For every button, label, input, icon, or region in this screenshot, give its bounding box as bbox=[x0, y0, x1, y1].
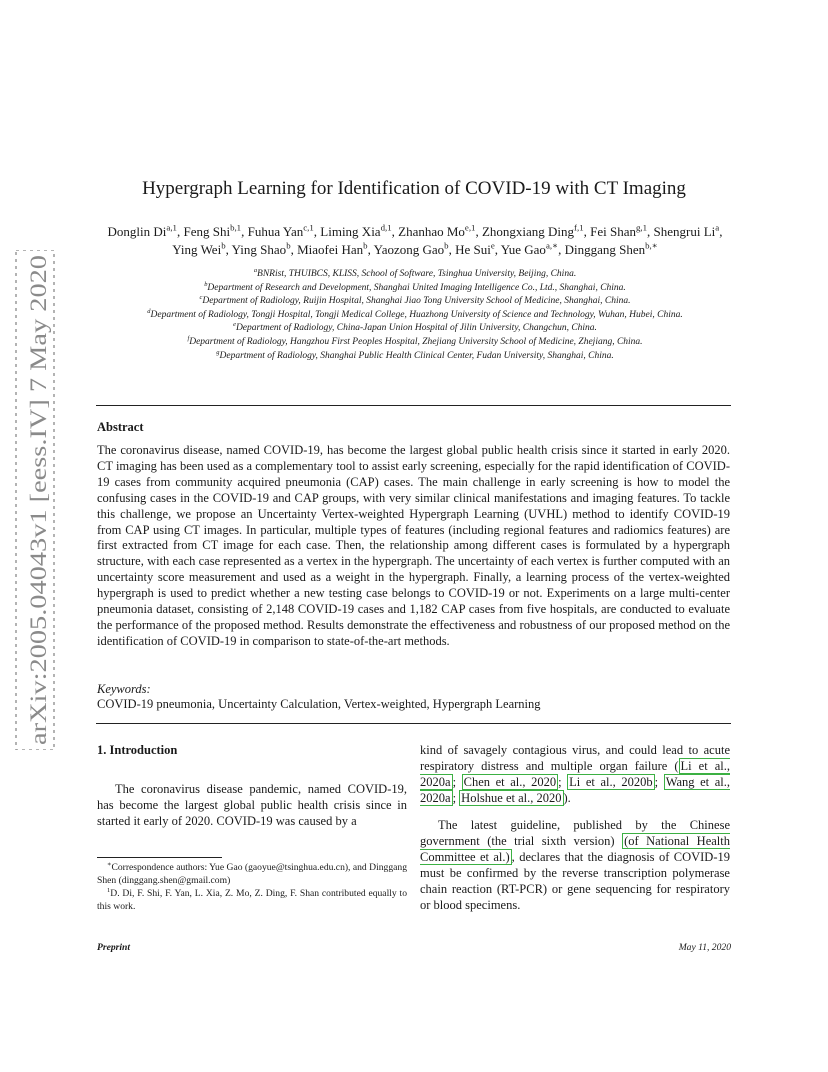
arxiv-stamp-text: arXiv:2005.04043v1 [eess.IV] 7 May 2020 bbox=[26, 347, 51, 745]
affiliation-text: Department of Radiology, Tongji Hospital, Tongji Medical College, Huazhong University of Science and Technology, Wuhan, Hubei, China. bbox=[150, 309, 683, 320]
intro-right-text: kind of savagely contagious virus, and could lead to acute respiratory distress and multiple organ failure ( bbox=[420, 743, 730, 773]
citation-link[interactable]: (of National Health Committee et al.) bbox=[420, 833, 731, 864]
guideline-text: The latest guideline, published by the Chinese government (the trial sixth version) bbox=[420, 818, 730, 848]
author-affil-mark: a,∗ bbox=[545, 240, 559, 251]
affiliation-mark: b bbox=[204, 280, 208, 288]
author-name: Zhanhao Mo$^{e,1}$ bbox=[398, 222, 476, 239]
paper-title: Hypergraph Learning for Identification of COVID-19 with CT Imaging bbox=[142, 178, 686, 199]
author-name: Shengrui Li$^a$ bbox=[653, 222, 720, 239]
author-name: Miaofei Han$^b$ bbox=[297, 240, 368, 257]
author-name: Feng Shi$^{b,1}$ bbox=[183, 222, 242, 239]
citation-link[interactable]: Holshue et al., 2020 bbox=[461, 790, 562, 805]
author-name: Dinggang Shen$^{b,∗}$ bbox=[564, 240, 658, 257]
author-affil-mark: a,1 bbox=[166, 222, 177, 233]
author-name: He Sui$^e$ bbox=[455, 240, 495, 257]
footnote-text: Correspondence authors: Yue Gao (gaoyue@tsinghua.edu.cn), and Dinggang Shen (dinggang.shen@gmail.com) bbox=[97, 862, 407, 886]
intro-right-end: ). bbox=[563, 790, 571, 805]
author-affil-mark: b bbox=[363, 240, 368, 251]
affiliation-text: Department of Radiology, Shanghai Public Health Clinical Center, Fudan University, Shanghai, China. bbox=[219, 350, 614, 361]
intro-right-paragraph-2 bbox=[420, 818, 730, 913]
intro-right-paragraph-1: kind of savagely contagious virus, and could lead to acute respiratory distress and multiple organ failure ( Li et al., 2020a ; Chen et al., 2020 ; Li et al., 2020b ; Wang et al., 2020a ; Holshue et al., 2020 ). bbox=[420, 743, 731, 805]
author-affil-mark: e,1 bbox=[464, 222, 476, 233]
footnote-text: D. Di, F. Shi, F. Yan, L. Xia, Z. Mo, Z. Ding, F. Shan contributed equally to this work. bbox=[97, 888, 407, 912]
footnote-mark: 1 bbox=[107, 887, 111, 894]
affiliation bbox=[90, 309, 740, 323]
guideline-text-end: , declares that the diagnosis of COVID-19 must be confirmed by the reverse transcription polymerase chain reaction (RT-PCR) or gene sequencing for respiratory or blood specimens. bbox=[420, 849, 730, 912]
footnotes bbox=[97, 862, 407, 914]
citation-link[interactable]: Wang et al., 2020a bbox=[420, 774, 731, 805]
affiliation-text: Department of Research and Development, Shanghai United Imaging Intelligence Co., Ltd., Shanghai, China. bbox=[207, 282, 626, 293]
affiliation-mark: f bbox=[187, 334, 190, 342]
author-affil-mark: a bbox=[715, 222, 720, 233]
arxiv-stamp bbox=[14, 250, 58, 750]
bottom-rule bbox=[96, 723, 731, 724]
author-affil-mark: g,1 bbox=[635, 222, 648, 233]
affiliation bbox=[90, 350, 740, 364]
footnote-mark: ∗ bbox=[107, 860, 112, 868]
affiliation bbox=[90, 295, 740, 309]
footer-preprint: Preprint bbox=[97, 942, 131, 953]
affiliation-mark: d bbox=[147, 307, 151, 315]
top-rule bbox=[96, 405, 731, 406]
author-name: Donglin Di$^{a,1}$ bbox=[107, 222, 177, 239]
footnote-rule bbox=[97, 857, 222, 858]
affiliation bbox=[90, 336, 740, 350]
citation-link[interactable]: Chen et al., 2020 bbox=[463, 774, 557, 789]
author-affil-mark: b,1 bbox=[230, 222, 242, 233]
author-name: Yue Gao$^{a,∗}$ bbox=[500, 240, 559, 257]
author-affil-mark: c,1 bbox=[303, 222, 314, 233]
keywords-text: COVID-19 pneumonia, Uncertainty Calculation, Vertex-weighted, Hypergraph Learning bbox=[97, 697, 541, 711]
author-affil-mark: b bbox=[286, 240, 291, 251]
author-name: Yaozong Gao$^b$ bbox=[373, 240, 449, 257]
affiliation-list bbox=[90, 268, 740, 363]
intro-left-paragraph: The coronavirus disease pandemic, named COVID-19, has become the largest global public health crisis since in started it early of 2020. COVID-19 was caused by a bbox=[97, 782, 407, 828]
keywords-heading: Keywords: bbox=[97, 682, 151, 696]
author-name: Ying Shao$^b$ bbox=[231, 240, 291, 257]
author-list: Donglin Di$^{a,1}$, Feng Shi$^{b,1}$, Fuhua Yan$^{c,1}$, Liming Xia$^{d,1}$, Zhanhao Mo$^{e,1}$, Zhongxiang Ding$^{f,1}$, Fei Shan$^{g,1}$, Shengrui Li$^a$, Ying Wei$^b$, Ying Shao$^b$, Miaofei Han$^b$, Yaozong Gao$^b$, He Sui$^e$, Yue Gao$^{a,∗}$, Dinggang Shen$^{b,∗}$ bbox=[107, 222, 723, 257]
author-affil-mark: e bbox=[490, 240, 495, 251]
affiliation-text: Department of Radiology, China-Japan Union Hospital of Jilin University, Changchun, China. bbox=[235, 323, 597, 334]
author-affil-mark: b bbox=[221, 240, 226, 251]
author-affil-mark: b bbox=[444, 240, 449, 251]
citation-link[interactable]: Li et al., 2020a bbox=[420, 758, 731, 789]
author-name: Fuhua Yan$^{c,1}$ bbox=[247, 222, 314, 239]
affiliation-mark: a bbox=[253, 266, 258, 274]
abstract-heading: Abstract bbox=[97, 420, 144, 434]
author-name: Liming Xia$^{d,1}$ bbox=[320, 222, 392, 239]
footnote bbox=[97, 862, 407, 887]
author-name: Zhongxiang Ding$^{f,1}$ bbox=[481, 222, 584, 239]
affiliation bbox=[90, 268, 740, 282]
section-heading-introduction: 1. Introduction bbox=[97, 743, 178, 757]
abstract-text: The coronavirus disease, named COVID-19, has become the largest global public health crisis since it started in early 2020. CT imaging has been used as a complementary tool to assist early screening, especially for the rapid identification of COVID-19 cases from community acquired pneumonia (CAP) cases. The main challenge in early screening is how to model the confusing cases in the COVID-19 and CAP groups, with very similar clinical manifestations and imaging features. To tackle this challenge, we propose an Uncertainty Vertex-weighted Hypergraph Learning (UVHL) method to identify COVID-19 from CAP using CT images. In particular, multiple types of features (including regional features and radiomics features) are first extracted from CT image for each case. Then, the relationship among different cases is formulated by a hypergraph structure, with each case represented as a vertex in the hypergraph. The uncertainty of each vertex is further computed with an uncertainty score measurement and used as a weight in the hypergraph. Finally, a learning process of the vertex-weighted hypergraph is used to predict whether a new testing case belongs to COVID-19 or not. Experiments on a large multi-center pneumonia dataset, consisting of 2,148 COVID-19 cases and 1,182 CAP cases from five hospitals, are conducted to evaluate the performance of the proposed method. Results demonstrate the effectiveness and robustness of our proposed method on the identification of COVID-19 in comparison to state-of-the-art methods. bbox=[97, 443, 730, 648]
affiliation-mark: c bbox=[199, 294, 203, 302]
affiliation-mark: g bbox=[216, 348, 220, 356]
affiliation bbox=[90, 282, 740, 296]
author-affil-mark: f,1 bbox=[574, 222, 584, 233]
footnote bbox=[97, 888, 407, 913]
affiliation-text: Department of Radiology, Hangzhou First Peoples Hospital, Zhejiang University School of Medicine, Zhejiang, China. bbox=[189, 336, 643, 347]
author-affil-mark: b,∗ bbox=[645, 240, 658, 251]
affiliation-text: BNRist, THUIBCS, KLISS, School of Software, Tsinghua University, Beijing, China. bbox=[257, 269, 577, 279]
affiliation-mark: e bbox=[233, 321, 236, 329]
author-name: Fei Shan$^{g,1}$ bbox=[590, 222, 648, 239]
affiliation-text: Department of Radiology, Ruijin Hospital, Shanghai Jiao Tong University School of Medicine, Shanghai, China. bbox=[202, 296, 631, 307]
footer-date: May 11, 2020 bbox=[678, 942, 731, 953]
author-affil-mark: d,1 bbox=[380, 222, 392, 233]
author-name: Ying Wei$^b$ bbox=[172, 240, 226, 257]
citation-link[interactable]: Li et al., 2020b bbox=[569, 774, 653, 789]
